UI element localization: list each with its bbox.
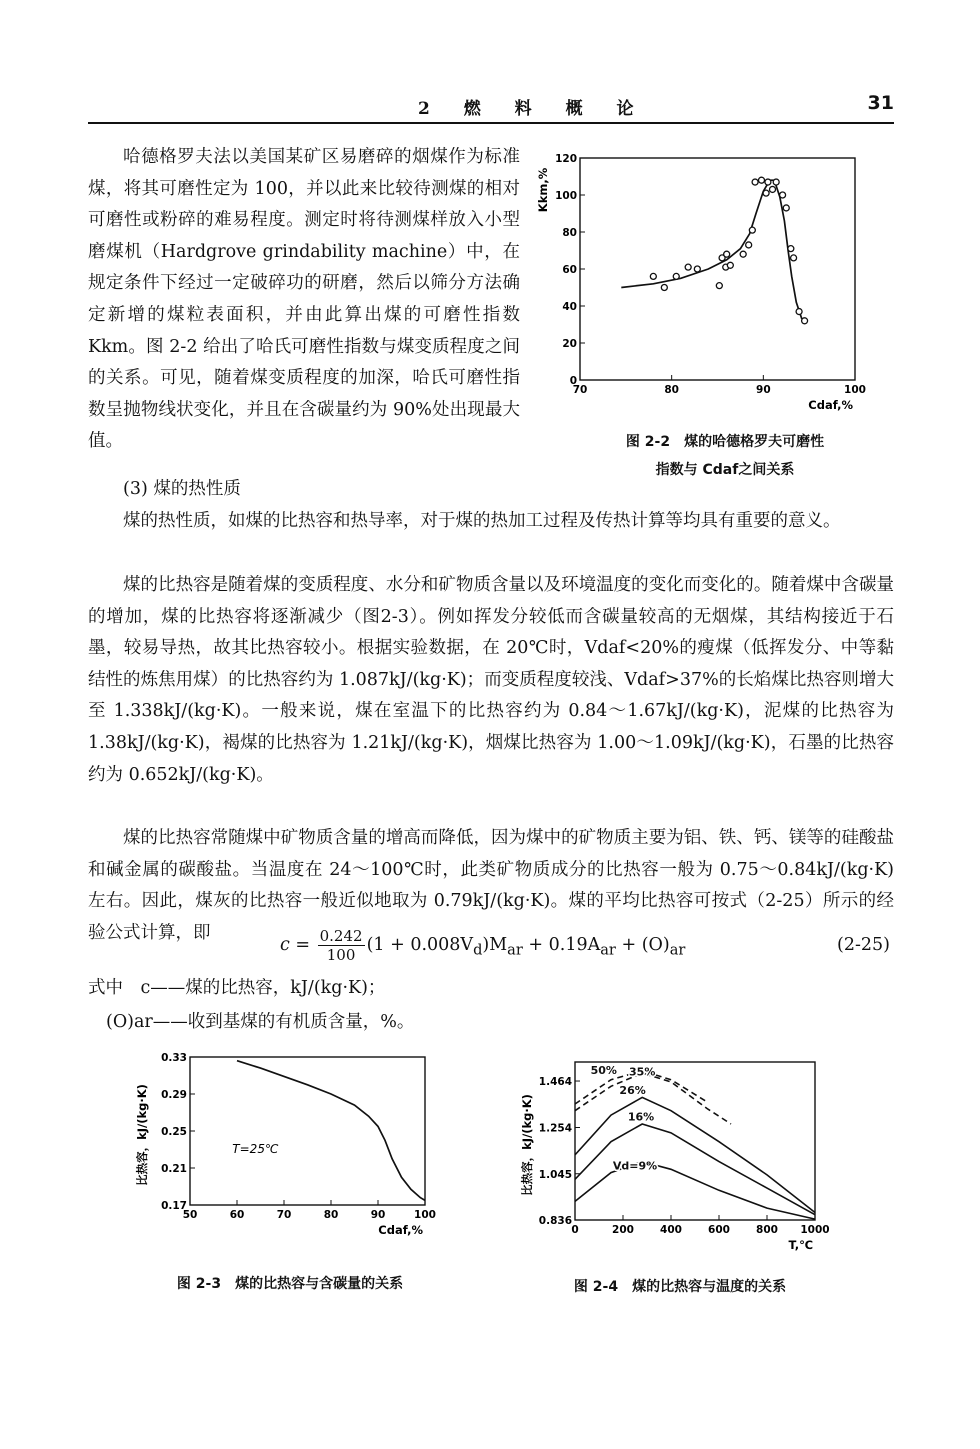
x-tick-label: 90 — [756, 384, 771, 396]
x-tick-label: 800 — [756, 1224, 778, 1236]
fig22-axes — [536, 153, 866, 412]
data-point — [770, 186, 776, 192]
equation-number: (2-25) — [837, 935, 890, 955]
formula-denominator: 100 — [326, 946, 356, 964]
formula-term3: + 0.19A — [522, 935, 601, 955]
paragraph-specific-heat: 煤的比热容是随着煤的变质程度、水分和矿物质含量以及环境温度的变化而变化的。随着煤中含碳量的增加，煤的比热容将逐渐减少（图2-3）。例如挥发分较低而含碳量较高的无烟煤，其结构接近于石墨，较易导热，故其比热容较小。根据实验数据，在 20℃时，Vdaf<20%的瘦煤（低挥发分、中等黏结性的炼焦用煤）的比热容约为 1.087kJ/(kg·K)；而变质程度较浅、Vdaf>37%的长焰煤比热容则增大至 1.338kJ/(kg·K)。一般来说，煤在室温下的比热容约为 0.84～1.67kJ/(kg·K)，泥煤的比热容为 1.38kJ/(kg·K)，褐煤的比热容为 1.21kJ/(kg·K)，烟煤比热容为 1.00～1.09kJ/(kg·K)，石墨的比热容约为 0.652kJ/(kg·K)。 — [88, 575, 894, 785]
x-axis-label: Cdaf,% — [378, 1223, 423, 1237]
temperature-annotation: T=25℃ — [232, 1142, 279, 1157]
data-point — [773, 179, 779, 185]
data-point — [746, 242, 752, 248]
x-axis-label: Cdaf,% — [808, 398, 853, 412]
data-point — [791, 255, 797, 261]
formula-term1: (1 + 0.008V — [366, 935, 474, 955]
figure-2-3-chart — [130, 1045, 450, 1260]
y-tick-label: 1.464 — [538, 1076, 572, 1089]
trend-curve — [237, 1061, 425, 1201]
formula-term2: )M — [482, 935, 508, 955]
formula-sub-ar1: ar — [507, 941, 523, 959]
figure-2-4-caption: 图 2-4 煤的比热容与温度的关系 — [573, 1279, 787, 1295]
y-tick-label: 0.33 — [161, 1052, 187, 1064]
page-number: 31 — [867, 92, 894, 114]
formula-fraction — [318, 927, 365, 964]
data-point — [685, 264, 691, 270]
fig24-marks — [575, 1064, 815, 1219]
data-point — [802, 318, 808, 324]
figure-2-2-caption — [555, 428, 895, 484]
y-tick-label: 0.29 — [161, 1089, 187, 1101]
x-tick-label: 60 — [229, 1209, 245, 1221]
data-point — [763, 190, 769, 196]
where-line-1: 式中 c——煤的比热容，kJ/(kg·K)； — [88, 978, 386, 998]
formula-2-25 — [280, 927, 890, 967]
formula-term4: + (O) — [615, 935, 670, 955]
y-tick-label: 120 — [555, 153, 577, 165]
fig23-marks — [232, 1061, 425, 1201]
fig22-marks — [621, 177, 807, 324]
data-point — [694, 266, 700, 272]
formula-sub-ar3: ar — [669, 941, 686, 959]
data-point — [740, 251, 746, 257]
formula-sub-ar2: ar — [600, 941, 616, 959]
y-tick-label: 40 — [562, 301, 577, 313]
y-tick-label: 80 — [562, 227, 577, 239]
data-point — [783, 205, 789, 211]
x-tick-label: 100 — [844, 384, 866, 396]
figure-2-4-chart — [515, 1050, 845, 1260]
plot-frame — [190, 1057, 425, 1205]
x-tick-label: 0 — [571, 1224, 579, 1236]
series-label: 35% — [629, 1065, 656, 1079]
y-axis-label: Kkm,% — [536, 167, 550, 213]
trend-curve — [621, 180, 802, 319]
data-point — [780, 192, 786, 198]
x-tick-label: 80 — [323, 1209, 339, 1221]
series-label: 26% — [619, 1084, 646, 1098]
y-tick-label: 20 — [562, 338, 577, 350]
series-label: Vd=9% — [612, 1159, 658, 1173]
x-tick-label: 50 — [182, 1209, 198, 1221]
data-point — [749, 227, 755, 233]
y-tick-label: 0 — [569, 375, 577, 387]
x-tick-label: 200 — [612, 1224, 634, 1236]
fig22-caption-line2: 指数与 Cdaf之间关系 — [655, 462, 795, 478]
y-tick-label: 100 — [555, 190, 577, 202]
y-tick-label: 0.21 — [161, 1163, 187, 1175]
data-point — [796, 309, 802, 315]
formula-sub-d: d — [473, 941, 483, 959]
data-point — [673, 273, 679, 279]
data-point — [759, 177, 765, 183]
series-line — [575, 1162, 815, 1220]
y-tick-label: 60 — [562, 264, 577, 276]
fig22-caption-line1: 图 2-2 煤的哈德格罗夫可磨性 — [625, 434, 825, 450]
y-tick-label: 1.045 — [538, 1168, 572, 1181]
figure-2-3-caption: 图 2-3 煤的比热容与含碳量的关系 — [176, 1276, 404, 1292]
paragraph-mineral: 煤的比热容常随煤中矿物质含量的增高而降低，因为煤中的矿物质主要为铝、铁、钙、镁等的硅酸盐和碱金属的碳酸盐。当温度在 24～100℃时，此类矿物质成分的比热容一般为 0.75～0.84kJ/(kg·K) 左右。因此，煤灰的比热容一般近似地取为 0.79kJ/(kg·K)。煤的平均比热容可按式（2-25）所示的经验公式计算，即 — [88, 828, 894, 943]
chapter-title: 2 燃 料 概 论 — [418, 99, 648, 119]
y-tick-label: 0.17 — [161, 1200, 187, 1212]
page-header — [88, 92, 894, 124]
data-point — [752, 179, 758, 185]
section-heading: (3) 煤的热性质 — [123, 479, 241, 499]
data-point — [650, 273, 656, 279]
fig23-axes — [135, 1052, 436, 1237]
x-tick-label: 70 — [276, 1209, 292, 1221]
y-tick-label: 0.25 — [161, 1126, 187, 1138]
x-axis-label: T,℃ — [788, 1238, 813, 1252]
paragraph-thermal: 煤的热性质，如煤的比热容和热导率，对于煤的热加工过程及传热计算等均具有重要的意义。 — [123, 511, 841, 531]
x-tick-label: 400 — [660, 1224, 682, 1236]
y-tick-label: 1.254 — [538, 1122, 572, 1135]
x-tick-label: 600 — [708, 1224, 730, 1236]
x-tick-label: 70 — [572, 384, 588, 396]
x-tick-label: 80 — [664, 384, 679, 396]
paragraph-hgi: 哈德格罗夫法以美国某矿区易磨碎的烟煤作为标准煤，将其可磨性定为 100，并以此来比较待测煤的相对可磨性或粉碎的难易程度。测定时将待测煤样放入小型磨煤机（Hardgrove grindability machine）中，在规定条件下经过一定破碎功的研磨，然后以筛分方法确定新增的煤粒表面积，并由此算出煤的可磨性指数 Kkm。图 2-2 给出了哈氏可磨性指数与煤变质程度之间的关系。可见，随着煤变质程度的加深，哈氏可磨性指数呈抛物线状变化，并且在含碳量约为 90%处出现最大值。 — [88, 147, 520, 452]
fig24-axes — [520, 1062, 830, 1252]
series-label: 50% — [590, 1064, 617, 1078]
x-tick-label: 1000 — [800, 1224, 830, 1236]
x-tick-label: 100 — [414, 1209, 436, 1221]
plot-frame — [580, 158, 855, 380]
series-label: 16% — [627, 1110, 655, 1124]
data-point — [765, 179, 771, 185]
formula-numerator: 0.242 — [319, 927, 363, 945]
data-point — [727, 262, 733, 268]
series-line — [575, 1124, 815, 1215]
data-point — [724, 251, 730, 257]
y-tick-label: 0.836 — [538, 1215, 572, 1227]
figure-2-2-chart — [525, 140, 905, 430]
where-line-2: (O)ar——收到基煤的有机质含量，%。 — [106, 1012, 415, 1032]
formula-lhs: c = — [280, 935, 311, 955]
data-point — [661, 285, 667, 291]
y-axis-label: 比热容，kJ/(kg·K) — [135, 1084, 149, 1186]
y-axis-label: 比热容，kJ/(kg·K) — [520, 1094, 534, 1196]
data-point — [716, 283, 722, 289]
x-tick-label: 90 — [370, 1209, 386, 1221]
data-point — [788, 246, 794, 252]
